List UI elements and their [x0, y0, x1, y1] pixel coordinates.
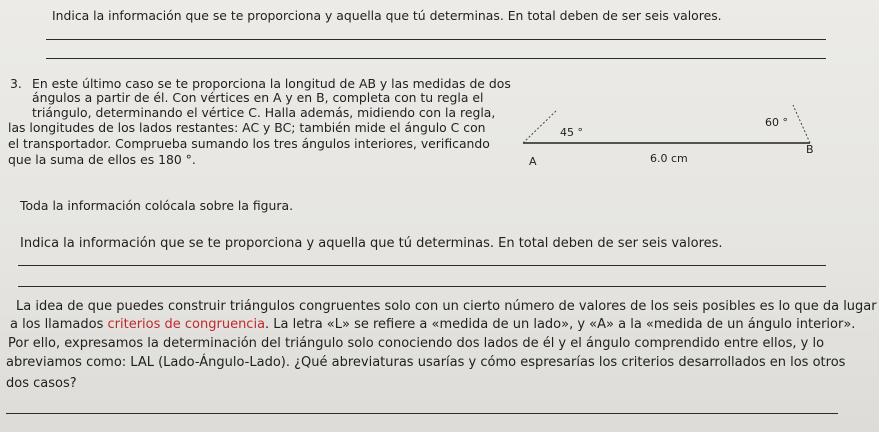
item3-line: el transportador. Comprueba sumando los tres ángulos interiores, verificando [8, 136, 490, 151]
place-info-text: Toda la información colócala sobre la figura. [20, 198, 294, 213]
paragraph-line [10, 317, 855, 333]
paragraph-line: Por ello, expresamos la determinación del triángulo solo conociendo dos lados de él y el ángulo comprendido entre ellos, y lo [8, 336, 825, 351]
item3-line: ángulos a partir de él. Con vértices en A y en B, completa con tu regla el [32, 90, 484, 105]
angle-a-label: 45 ° [560, 126, 583, 139]
second-instruction: Indica la información que se te proporciona y aquella que tú determinas. En total deben de ser seis valores. [20, 236, 723, 251]
item3-line: En este último caso se te proporciona la longitud de AB y las medidas de dos [32, 76, 511, 91]
answer-line [46, 58, 826, 59]
angle-b-label: 60 ° [765, 116, 788, 129]
ray-b [793, 105, 810, 143]
vertex-a-label: A [529, 155, 537, 168]
answer-line [6, 413, 838, 414]
segment-length-label: 6.0 cm [650, 152, 688, 165]
answer-line [18, 286, 826, 287]
answer-line [46, 39, 826, 40]
paragraph-text: a los llamados [10, 317, 108, 332]
paragraph-line: dos casos? [6, 376, 77, 391]
item3-line: que la suma de ellos es 180 °. [8, 152, 196, 167]
answer-line [18, 265, 826, 266]
triangle-figure [520, 95, 830, 175]
top-instruction: Indica la información que se te proporciona y aquella que tú determinas. En total deben de ser seis valores. [52, 8, 722, 23]
paragraph-line: La idea de que puedes construir triángulos congruentes solo con un cierto número de valores de los seis posibles es lo que da lugar [16, 299, 877, 314]
ray-a [523, 111, 556, 143]
item3-line: triángulo, determinando el vértice C. Halla además, midiendo con la regla, [32, 105, 496, 120]
congruence-criteria-highlight: criterios de congruencia [107, 317, 266, 332]
item3-line: las longitudes de los lados restantes: AC y BC; también mide el ángulo C con [8, 120, 486, 135]
paragraph-line: abreviamos como: LAL (Lado-Ángulo-Lado). ¿Qué abreviaturas usarías y cómo espresarías los criterios desarrollados en los otros [6, 355, 846, 370]
paragraph-text: . La letra «L» se refiere a «medida de un lado», y «A» a la «medida de un ángulo interior». [265, 317, 856, 332]
item-number: 3. [10, 76, 22, 91]
vertex-b-label: B [806, 143, 814, 156]
